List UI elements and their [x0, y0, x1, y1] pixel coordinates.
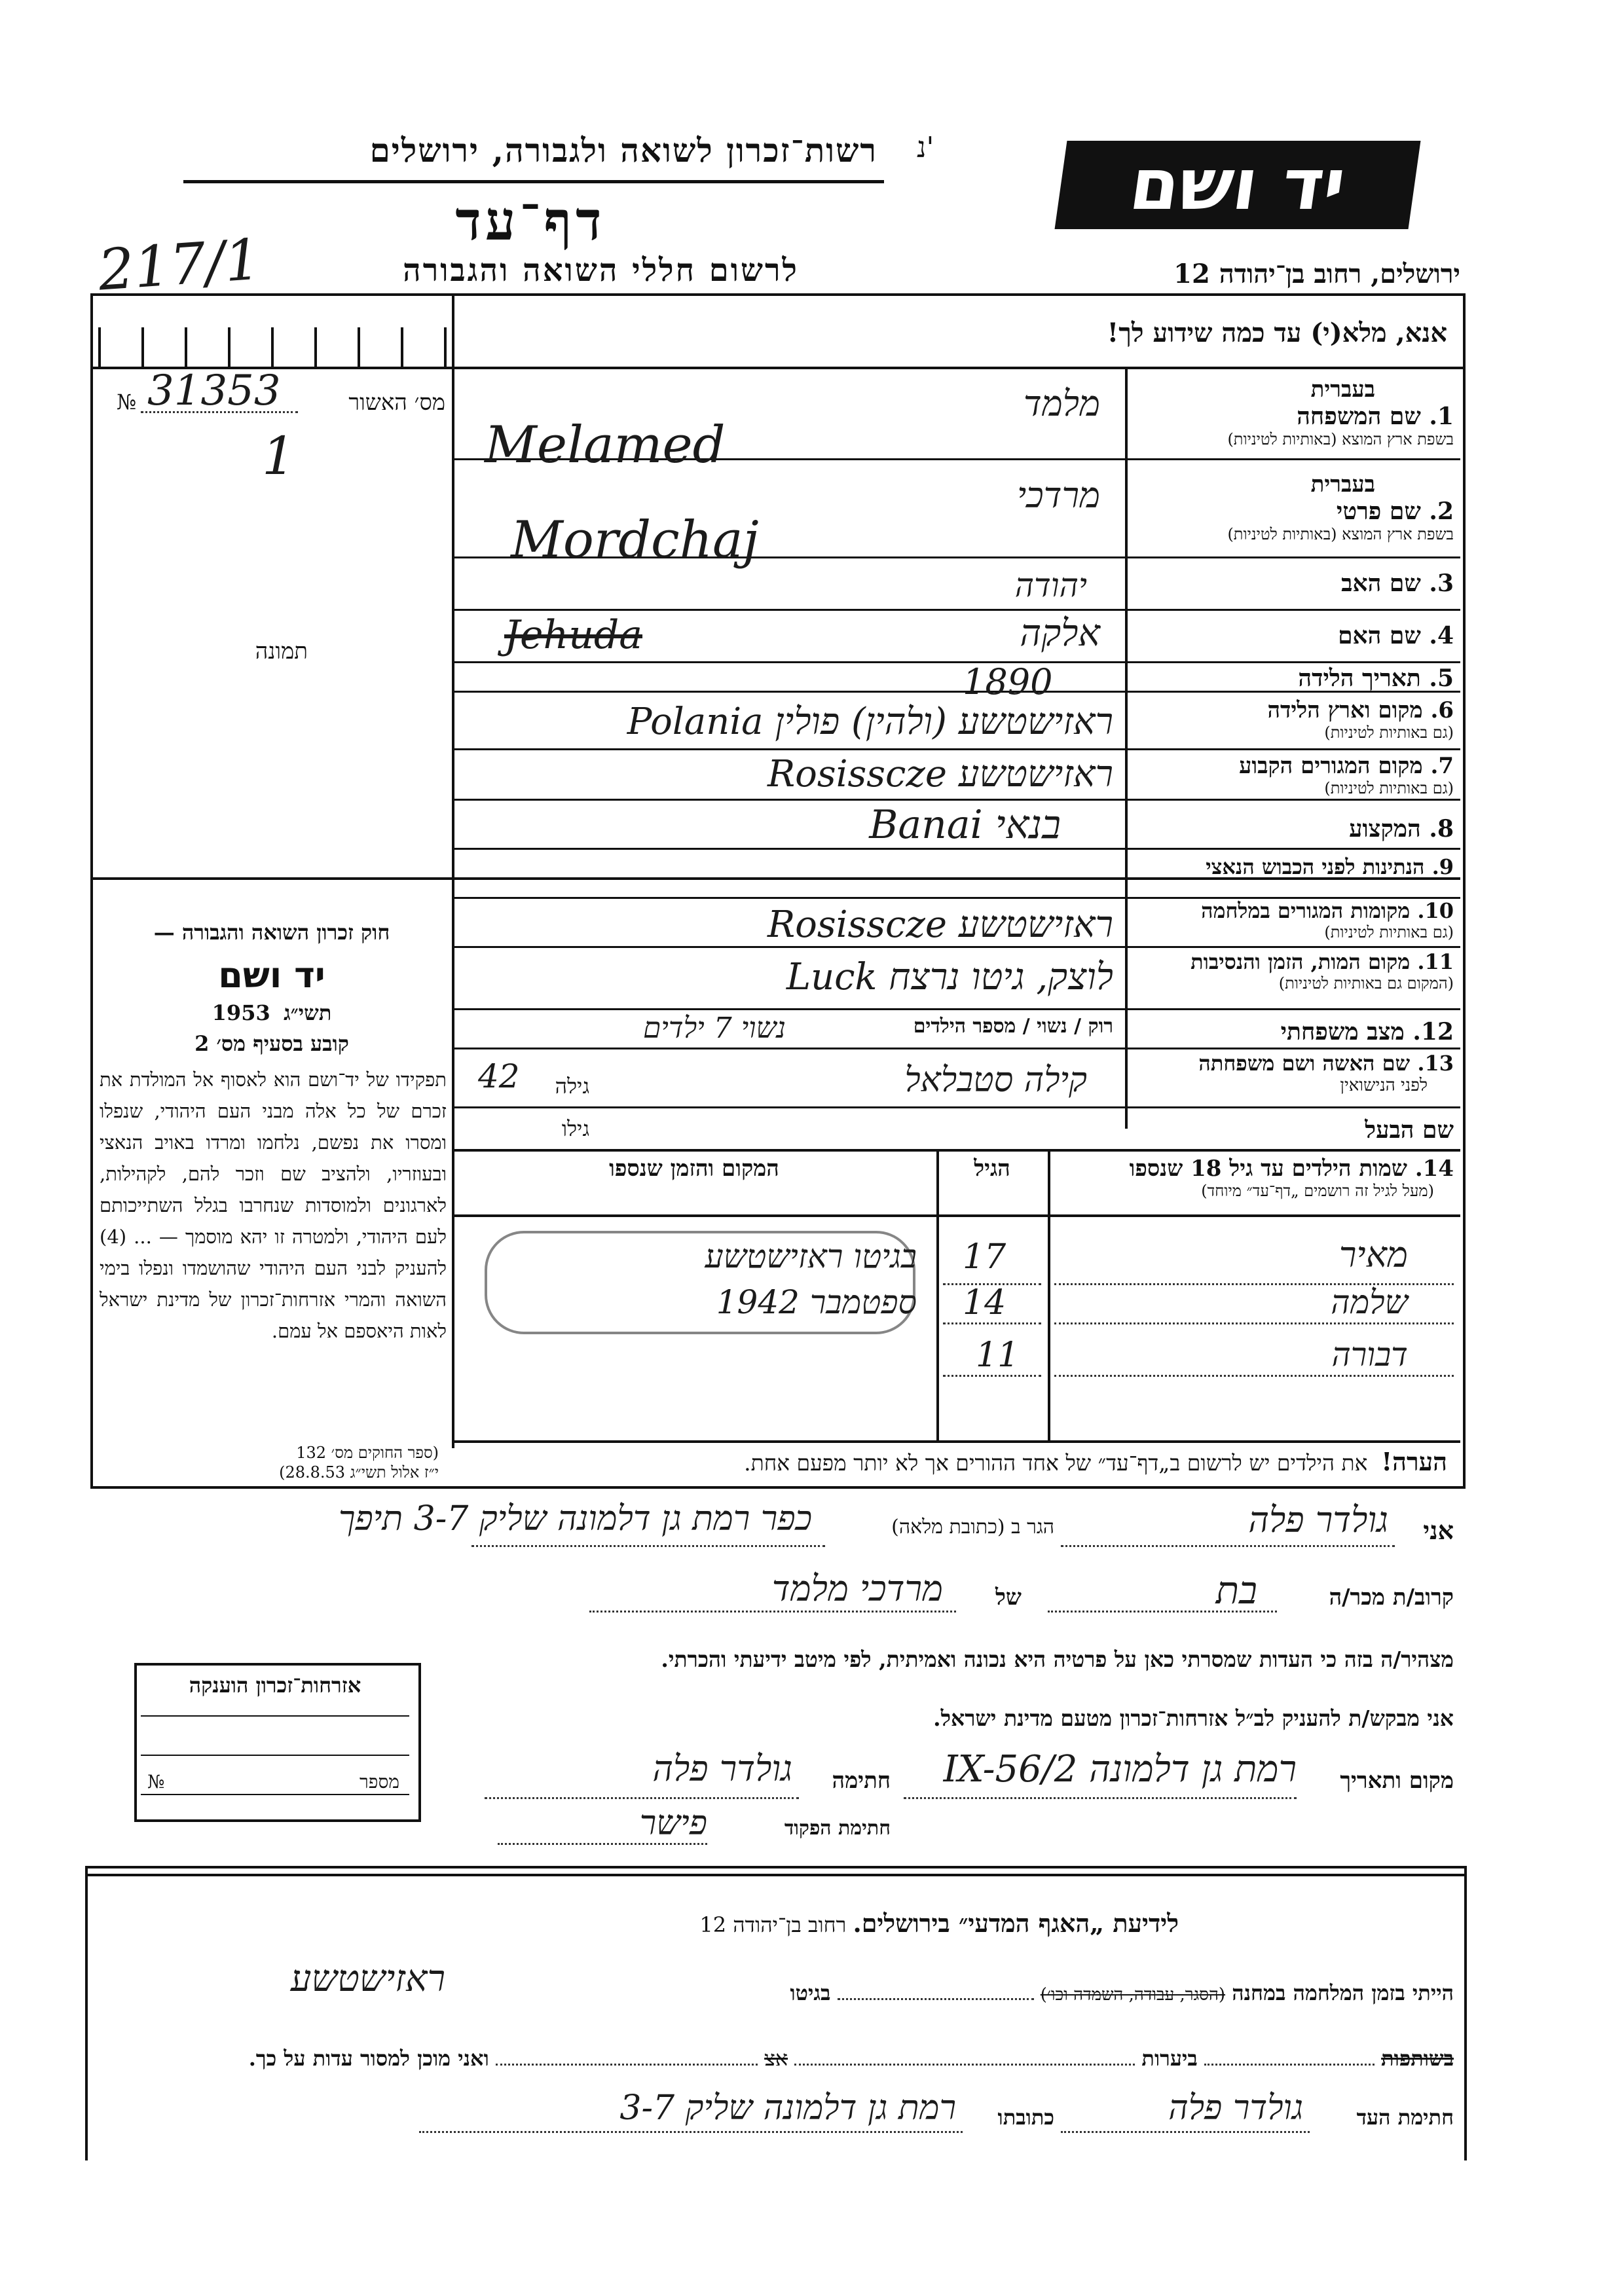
field-9: 9. הנתינות לפני הכבוש הנאצי — [1206, 854, 1454, 879]
father-name: יהודה — [1014, 566, 1087, 604]
law-footer-2: י״ז אלול תשי״ג 28.8.53) — [279, 1463, 439, 1482]
mother-struck-name: Jehuda — [504, 612, 643, 658]
decl-clerk-label: חתימת הפקוד — [784, 1817, 891, 1840]
row-line-4 — [454, 661, 1460, 663]
clerk-line — [498, 1843, 707, 1845]
field-10: 10. מקומות המגורים במלחמה (גם באותיות לטיניות) — [1201, 898, 1454, 941]
decl-relation-label: קרוב/ת מכר/ה — [1329, 1584, 1454, 1611]
address-line — [471, 1545, 825, 1547]
children-header-line — [454, 1214, 1460, 1217]
field-2: בעברית 2. שם פרטי בשפת ארץ המוצא (באותיות לטיניות) — [1227, 471, 1454, 543]
children-age-line-3 — [943, 1375, 1041, 1377]
decl-signature-label: חתימה — [832, 1768, 891, 1794]
of-line — [589, 1611, 956, 1613]
bottom-rule-1 — [85, 1866, 1467, 1868]
first-name-hebrew: מרדכי — [1017, 475, 1100, 516]
note: הערה! את הילדים יש לרשום ב„דף־עד״ של אחד ההורים אך לא יותר מפעם אחת. — [744, 1447, 1447, 1476]
bottom-rule-2 — [85, 1874, 1467, 1876]
witness-addr-line — [419, 2131, 963, 2133]
yad-vashem-logo: יד ושם — [1055, 141, 1421, 229]
law-title: חוק זכרון השואה והגבורה — — [153, 920, 390, 945]
children-title: 14. שמות הילדים עד גיל 18 שנספו (מעל לגיל זה רושמים „דף־עד״ מיוחד) — [1129, 1156, 1454, 1200]
bottom-line-2: בשותפות ביערות אצ ואני מוכן למסור עדות על כך. — [248, 2046, 1454, 2071]
child-2-place: ספטמבר 1942 — [716, 1283, 917, 1321]
marital-options: רוק / נשוי / מספר הילדים — [913, 1015, 1113, 1038]
approval-line — [141, 411, 298, 413]
law-year: תשי״ג 1953 — [212, 1000, 332, 1025]
witness-addr-label: כתובתו — [997, 2105, 1054, 2130]
approval-prefix: № — [117, 390, 137, 414]
field-8: 8. המקצוע — [1349, 815, 1454, 843]
law-name: יד ושם — [218, 955, 325, 996]
children-row-line-3 — [1054, 1375, 1454, 1377]
child-2-age: 14 — [963, 1283, 1006, 1322]
form-address: ירושלים, רחוב בן־יהודה 12 — [1173, 259, 1460, 289]
children-row-line-2 — [1054, 1322, 1454, 1324]
decl-place-date-label: מקום ותאריך — [1340, 1768, 1454, 1794]
family-name-hebrew: מלמד — [1023, 383, 1100, 424]
wartime-residence: ראזישטשע Rosisscze — [767, 903, 1113, 946]
left-column-divider — [452, 296, 454, 1448]
clerk-signature: פישר — [639, 1804, 707, 1843]
place-date: רמת גן דלמונה 2/IX-56 — [943, 1748, 1297, 1791]
birth-place: ראזישטשע (ולהין) פולין Polania — [627, 701, 1113, 743]
row-line-11 — [454, 946, 1460, 948]
law-clause: קובע בסעיף מס׳ 2 — [194, 1031, 349, 1056]
death-place: לוצק, גיטו נרצח Luck — [786, 956, 1113, 998]
handwritten-number: 217/1 — [96, 227, 263, 304]
declarant-signature: גולדר פלה — [652, 1748, 792, 1789]
photo-label: תמונה — [255, 638, 308, 665]
law-box-top — [93, 877, 453, 880]
citizenship-line-1 — [141, 1715, 409, 1717]
place-bracket — [485, 1231, 915, 1334]
witness-sig-line — [1061, 2131, 1310, 2133]
child-1-name: מאיר — [1338, 1234, 1408, 1275]
first-name-latin: Mordchaj — [511, 511, 759, 570]
declarant-address: כפר רמת גן דלמונה שליק 3-7 תיפך — [338, 1499, 812, 1539]
signature-line — [485, 1797, 799, 1799]
bottom-title: לידיעת „האגף המדעי״ בירושלים. רחוב בן־יהודה 12 — [699, 1908, 1179, 1938]
child-2-name: שלמה — [1331, 1283, 1408, 1321]
row-line-13 — [454, 1048, 1460, 1049]
decl-lives-label: הגר ב (כתובת מלאה) — [891, 1516, 1054, 1539]
declarant-line — [1061, 1545, 1395, 1547]
witness-signature: גולדר פלה — [1168, 2088, 1303, 2128]
children-place-header: המקום והזמן שנספו — [609, 1156, 779, 1182]
row-line-8 — [454, 848, 1460, 850]
form-title: דף־עד — [455, 190, 606, 253]
child-1-age: 17 — [963, 1237, 1006, 1277]
relation-line — [1048, 1611, 1277, 1613]
law-footer-1: (ספר החוקים מס׳ 132 — [296, 1444, 439, 1462]
bottom-line-1: הייתי בזמן המלחמה במחנה (הסגר, עבודה, השמדה וכו׳) בגיטו — [790, 1980, 1454, 2005]
birth-date: 1890 — [963, 661, 1053, 702]
wife-age: 42 — [478, 1057, 520, 1095]
place-date-line — [904, 1797, 1297, 1799]
approval-sub: 1 — [262, 426, 295, 486]
residence: ראזישטשע Rosisscze — [767, 753, 1113, 795]
corner-mark: נ' — [917, 131, 934, 164]
row-line-3 — [454, 609, 1460, 611]
children-age-header: הגיל — [974, 1156, 1010, 1182]
field-7: 7. מקום המגורים הקבוע (גם באותיות לטיניות) — [1239, 753, 1454, 797]
child-3-name: דבורה — [1331, 1336, 1408, 1374]
field-5: 5. תאריך הלידה — [1298, 665, 1454, 692]
children-col-2 — [936, 1149, 939, 1440]
citizenship-num-label: מספר — [360, 1771, 399, 1793]
wife-age-label: גילה — [555, 1074, 589, 1099]
approval-label: מס׳ האשור — [348, 390, 445, 416]
citizenship-num-prefix: № — [147, 1771, 165, 1793]
decl-request: אני מבקש/ת להעניק לב״ל אזרחות־זכרון מטעם מדינת ישראל. — [933, 1705, 1454, 1731]
row-line-12 — [454, 1008, 1460, 1010]
ghetto-name: ראזישטשע — [290, 1958, 445, 2000]
marital-status: נשוי 7 ילדים — [642, 1011, 786, 1045]
note-top-line — [454, 1440, 1460, 1443]
decl-statement: מצהיר/ה בזה כי העדות שמסרתי כאן על פרטיה היא נכונה ואמיתית, לפי מיטב ידיעתי והכרתי. — [661, 1647, 1454, 1672]
child-1-place: בגיטו ראזישטשע — [705, 1237, 917, 1275]
witness-address: רמת גן דלמונה שליק 3-7 — [619, 2088, 956, 2128]
citizenship-line-2 — [141, 1755, 409, 1756]
wife-name: קילה סטבלאל — [904, 1061, 1087, 1100]
authority-title: רשות־זכרון לשואה ולגבורה, ירושלים — [369, 131, 877, 170]
decl-i-label: אני — [1423, 1516, 1454, 1545]
bottom-left — [85, 1866, 88, 2160]
witness-sig-label: חתימת העד — [1356, 2105, 1454, 2130]
field-husband: שם הבעל — [1365, 1116, 1454, 1144]
of-name: מרדכי מלמד — [771, 1568, 943, 1609]
row-line-14 — [454, 1106, 1460, 1108]
field-13: 13. שם האשה ושם משפחתה לפני הנישואין — [1198, 1051, 1454, 1095]
intro-divider — [93, 367, 1463, 369]
field-1: בעברית 1. שם המשפחה בשפת ארץ המוצא (באותיות לטיניות) — [1227, 376, 1454, 448]
field-4: 4. שם האם — [1338, 622, 1454, 649]
children-col-1 — [1048, 1149, 1050, 1440]
row-line-15 — [454, 1149, 1460, 1152]
field-12: 12. מצב משפחתי — [1280, 1018, 1454, 1046]
children-age-line-2 — [943, 1322, 1041, 1324]
profession: בנאי Banai — [869, 802, 1061, 848]
form-subtitle: לרשום חללי השואה והגבורה — [403, 252, 799, 289]
bottom-right — [1464, 1866, 1467, 2160]
intro-text: אנא, מלא(י) עד כמה שידוע לך! — [1107, 318, 1447, 348]
field-3: 3. שם האב — [1341, 570, 1454, 597]
family-name-latin: Melamed — [485, 416, 726, 475]
field-11: 11. מקום המות, הזמן והנסיבות (המקום גם באותיות לטיניות) — [1190, 949, 1454, 993]
citizenship-title: אזרחות־זכרון הוענקה — [189, 1673, 361, 1698]
declarant-name: גולדר פלה — [1248, 1499, 1388, 1540]
citizenship-line-3 — [141, 1794, 409, 1795]
husband-age-label: גילו — [561, 1116, 589, 1141]
field-6: 6. מקום וארץ הלידה (גם באותיות לטיניות) — [1267, 697, 1454, 742]
row-line-7 — [454, 799, 1460, 801]
child-3-age: 11 — [976, 1336, 1020, 1375]
authority-underline — [183, 180, 884, 183]
tick-boxes — [98, 327, 445, 367]
relation-value: בת — [1215, 1568, 1257, 1613]
law-text: תפקידו של יד־ושם הוא לאסוף אל המולדת את זכרם של כל אלה מבני העם היהודי, שנפלו ומסרו את נפשם, נלחמו ומרדו באויב הנאצי ובעוזריו, ולהציב שם וזכר להם, לקהילות, לארגונים ולמוסדות שנחרבו בגלל השתייכותם לעם היהודי, ולמטרה זו יהא מוסמך — ... (4) להעניק לבני העם היהודי שהושמדו ונפלו בימי השואה והמרי אזרחות־זכרון של מדינת ישראל לאות היאספם אל עמם. — [100, 1068, 447, 1342]
approval-number: 31353 — [147, 367, 281, 415]
row-line-6 — [454, 748, 1460, 750]
decl-of-label: של — [995, 1584, 1022, 1611]
mother-name: אלקה — [1020, 612, 1100, 655]
